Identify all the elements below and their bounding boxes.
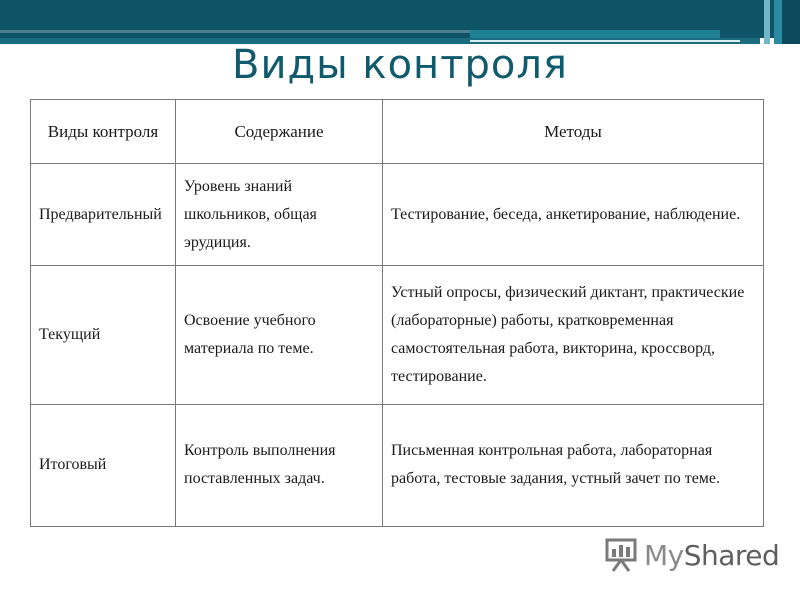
cell-kind: Текущий xyxy=(31,266,176,404)
cell-methods: Тестирование, беседа, анкетирование, наблюдение. xyxy=(383,164,764,266)
control-types-table xyxy=(30,99,764,527)
header-bar xyxy=(0,0,800,38)
presentation-board-icon xyxy=(604,537,638,573)
cell-kind: Предварительный xyxy=(31,164,176,266)
cell-kind: Итоговый xyxy=(31,404,176,526)
brand-name: MyShared xyxy=(644,538,780,572)
header-right-block xyxy=(782,0,800,44)
cell-content: Уровень знаний школьников, общая эрудиция. xyxy=(176,164,383,266)
header-methods: Методы xyxy=(383,100,764,164)
cell-content: Контроль выполнения поставленных задач. xyxy=(176,404,383,526)
header-right-block-3 xyxy=(764,0,770,44)
header-content: Содержание xyxy=(176,100,383,164)
table-row xyxy=(31,404,764,526)
myshared-logo xyxy=(604,536,779,574)
slide-title: Виды контроля xyxy=(232,42,568,88)
header-right-block-2 xyxy=(774,0,782,44)
header-kind: Виды контроля xyxy=(31,100,176,164)
table-row xyxy=(31,164,764,266)
cell-methods: Устный опросы, физический диктант, практические (лабораторные) работы, кратковременная самостоятельная работа, викторина, кроссворд, тестирование. xyxy=(383,266,764,404)
table-header-row xyxy=(31,100,764,164)
cell-methods: Письменная контрольная работа, лабораторная работа, тестовые задания, устный зачет по теме. xyxy=(383,404,764,526)
table-row xyxy=(31,266,764,404)
cell-content: Освоение учебного материала по теме. xyxy=(176,266,383,404)
